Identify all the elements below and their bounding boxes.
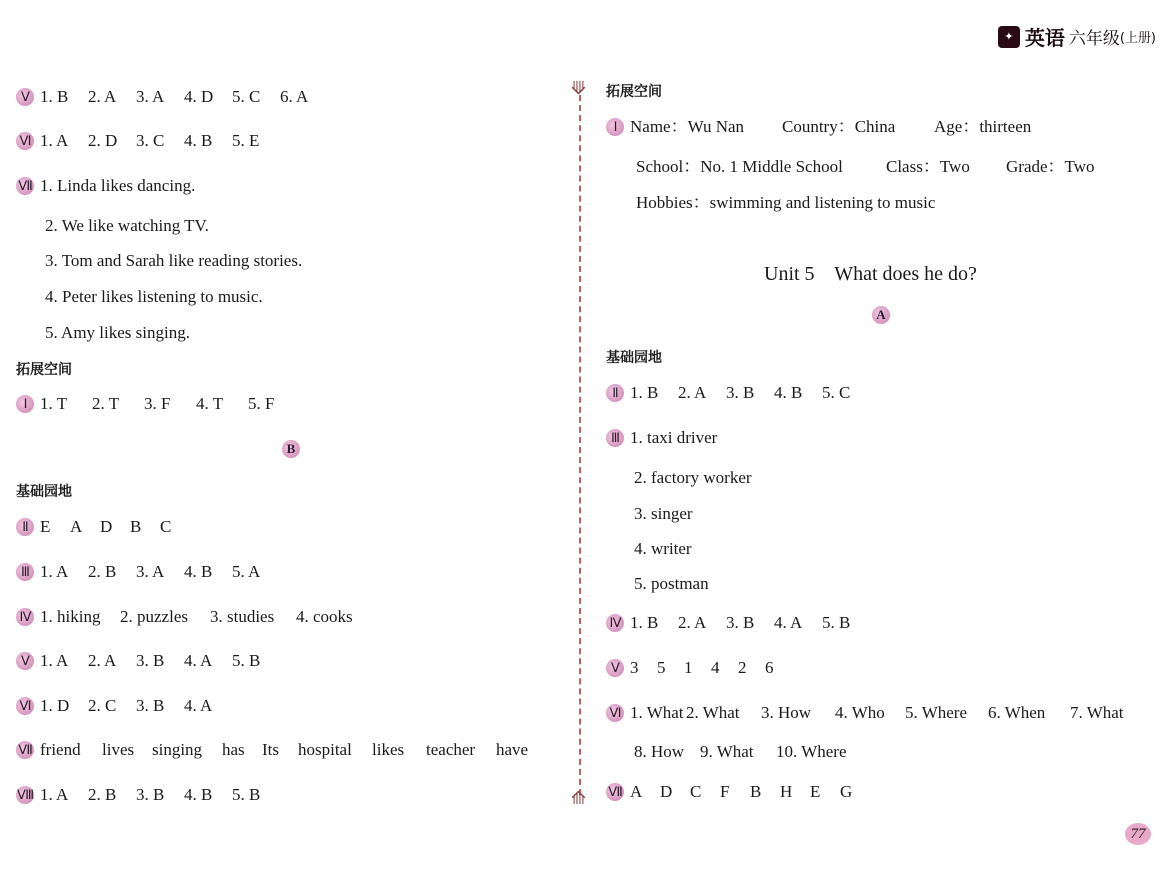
exercise-marker: Ⅰ: [16, 395, 34, 413]
answer-word: has: [222, 740, 245, 759]
basic-heading: 基础园地: [16, 484, 72, 500]
answer: 1. What: [630, 703, 684, 722]
exercise-iii: [16, 561, 260, 583]
answer: 1: [684, 658, 693, 677]
answer-phrase: 2. factory worker: [634, 468, 752, 487]
answer: 6: [765, 658, 774, 677]
answer: 4: [711, 658, 720, 677]
answer: 4. A: [184, 651, 213, 670]
answer: 1. B: [40, 87, 69, 106]
answer: 5. E: [232, 131, 260, 150]
answer: 3. B: [726, 613, 755, 632]
answer: 4. B: [184, 562, 213, 581]
exercise-vii-top-line-1: [16, 175, 195, 197]
answer-word: likes: [372, 740, 405, 759]
answer-phrase: 5. postman: [634, 574, 709, 593]
answer: 4. A: [184, 696, 213, 715]
answer-sentence: 4. Peter likes listening to music.: [45, 287, 263, 306]
answer: E: [810, 782, 821, 801]
extension-heading: 拓展空间: [606, 84, 662, 100]
exercise-vii-top-line-2: [45, 215, 209, 237]
answer: 5. B: [232, 785, 261, 804]
answer: 3. B: [136, 785, 165, 804]
answer: 1. A: [40, 562, 69, 581]
answer: 3. A: [136, 562, 165, 581]
answer: 3. B: [726, 383, 755, 402]
answer: 3. B: [136, 696, 165, 715]
basic-heading: 基础园地: [606, 350, 662, 366]
answer: 3. A: [136, 87, 165, 106]
exercise-marker: Ⅴ: [16, 652, 34, 670]
exercise-marker: Ⅴ: [606, 659, 624, 677]
exercise-marker: Ⅶ: [16, 741, 34, 759]
exercise-vii-top-line-4: [45, 286, 263, 308]
answer: 1. A: [40, 131, 69, 150]
answer: 1. B: [630, 613, 659, 632]
answer: 4. B: [184, 131, 213, 150]
exercise-iii-line-3: [634, 503, 693, 525]
exercise-vi: [16, 695, 212, 717]
answer: 2. C: [88, 696, 117, 715]
answer-word: friend: [40, 740, 81, 759]
answer: B: [130, 517, 142, 536]
exercise-marker: Ⅵ: [16, 697, 34, 715]
answer: C: [690, 782, 702, 801]
exercise-marker: Ⅱ: [16, 518, 34, 536]
answer: 5. C: [822, 383, 851, 402]
exercise-iv: [606, 612, 850, 634]
answer: 2. A: [678, 383, 707, 402]
answer: 2. B: [88, 562, 117, 581]
exercise-vi-row-1: [606, 702, 1124, 724]
answer: 5. B: [232, 651, 261, 670]
answer: 8. How: [634, 742, 685, 761]
profile-field: Class：Two: [886, 157, 970, 176]
answer: D: [100, 517, 113, 536]
answer: D: [660, 782, 673, 801]
answer: 4. B: [774, 383, 803, 402]
exercise-vi-top: [16, 130, 259, 152]
answer: 4. T: [196, 394, 224, 413]
answer: 6. A: [280, 87, 309, 106]
exercise-ii: [16, 516, 171, 538]
profile-field: Age：thirteen: [934, 117, 1032, 136]
answer: 5: [657, 658, 666, 677]
exercise-v: [16, 650, 260, 672]
exercise-marker: Ⅵ: [16, 132, 34, 150]
answer: 1. hiking: [40, 607, 101, 626]
book-logo-icon: ✦: [998, 26, 1020, 48]
answer: 1. A: [40, 785, 69, 804]
exercise-marker: Ⅶ: [606, 783, 624, 801]
section-a-badge: A: [872, 306, 890, 324]
exercise-iv: [16, 606, 353, 628]
answer-sentence: 2. We like watching TV.: [45, 216, 209, 235]
extension-heading: 拓展空间: [16, 362, 72, 378]
answer: A: [630, 782, 643, 801]
answer: 5. C: [232, 87, 261, 106]
answer: 7. What: [1070, 703, 1124, 722]
answer: 5. A: [232, 562, 261, 581]
answer-word: Its: [262, 740, 279, 759]
answer: 2: [738, 658, 747, 677]
answer: 1. D: [40, 696, 70, 715]
answer: 3. B: [136, 651, 165, 670]
answer: 4. cooks: [296, 607, 353, 626]
exercise-ii: [606, 382, 850, 404]
answer: 2. D: [88, 131, 118, 150]
header-grade: 六年级: [1068, 29, 1120, 49]
answer: C: [160, 517, 172, 536]
answer: 4. D: [184, 87, 214, 106]
section-b-badge: B: [282, 440, 300, 458]
answer: 2. T: [92, 394, 120, 413]
unit-title: Unit 5 What does he do?: [764, 263, 977, 285]
exercise-marker: Ⅶ: [16, 177, 34, 195]
answer-word: singing: [152, 740, 203, 759]
answer: 2. B: [88, 785, 117, 804]
answer-word: teacher: [426, 740, 476, 759]
extension-exercise-i-row-2: [636, 156, 1095, 178]
exercise-iii-line-4: [634, 538, 692, 560]
answer: 3. How: [761, 703, 812, 722]
extension-exercise-i: [16, 393, 274, 415]
exercise-vi-row-2: [634, 741, 847, 763]
answer: 1. A: [40, 651, 69, 670]
exercise-vii-top-line-3: [45, 250, 302, 272]
answer: G: [840, 782, 853, 801]
answer: 4. A: [774, 613, 803, 632]
answer: 9. What: [700, 742, 754, 761]
exercise-marker: Ⅷ: [16, 787, 34, 802]
exercise-marker: Ⅳ: [606, 614, 624, 632]
answer: 2. A: [678, 613, 707, 632]
answer: 6. When: [988, 703, 1046, 722]
answer: 10. Where: [776, 742, 847, 761]
answer: H: [780, 782, 793, 801]
exercise-marker: Ⅳ: [16, 608, 34, 626]
answer: 3. studies: [210, 607, 275, 626]
exercise-marker: Ⅴ: [16, 88, 34, 106]
answer: E: [40, 517, 51, 536]
divider-bottom-arrow-icon: ⟰: [571, 788, 587, 809]
exercise-iii-line-2: [634, 467, 752, 489]
exercise-viii: [16, 784, 260, 806]
exercise-v: [606, 657, 774, 679]
answer: 5. B: [822, 613, 851, 632]
answer: F: [720, 782, 730, 801]
answer: 3: [630, 658, 639, 677]
exercise-vii: [606, 781, 852, 803]
answer-phrase: 4. writer: [634, 539, 692, 558]
header-title: 英语: [1024, 26, 1065, 50]
answer-sentence: 1. Linda likes dancing.: [40, 176, 196, 195]
profile-field: Country：China: [782, 117, 896, 136]
answer-sentence: 5. Amy likes singing.: [45, 323, 190, 342]
left-column: [16, 0, 556, 870]
answer: 1. T: [40, 394, 68, 413]
answer: 5. F: [248, 394, 275, 413]
answer-phrase: 1. taxi driver: [630, 428, 718, 447]
right-column: [606, 0, 1161, 870]
exercise-marker: Ⅵ: [606, 704, 624, 722]
exercise-marker: Ⅲ: [606, 429, 624, 447]
extension-exercise-i-row-3: [636, 192, 935, 214]
page-number: 77: [1125, 823, 1151, 845]
answer: 4. B: [184, 785, 213, 804]
answer: 4. Who: [835, 703, 885, 722]
profile-field: Grade：Two: [1006, 157, 1095, 176]
exercise-iii-line-1: [606, 427, 717, 449]
exercise-marker: Ⅱ: [606, 384, 624, 402]
answer-word: hospital: [298, 740, 352, 759]
exercise-vii: [16, 739, 528, 761]
exercise-marker: Ⅰ: [606, 118, 624, 136]
answer-sentence: 3. Tom and Sarah like reading stories.: [45, 251, 303, 270]
divider-top-arrow-icon: ⟱: [571, 78, 587, 99]
answer: A: [70, 517, 83, 536]
header-volume: (上册): [1119, 31, 1156, 46]
answer-phrase: 3. singer: [634, 504, 693, 523]
answer-word: have: [496, 740, 529, 759]
column-divider: [579, 95, 581, 795]
profile-field: Name：Wu Nan: [630, 117, 745, 136]
exercise-v-top: [16, 86, 308, 108]
answer-word: lives: [102, 740, 135, 759]
exercise-iii-line-5: [634, 573, 709, 595]
profile-field: Hobbies：swimming and listening to music: [636, 193, 936, 212]
answer: 5. Where: [905, 703, 967, 722]
exercise-marker: Ⅲ: [16, 563, 34, 581]
answer: 2. puzzles: [120, 607, 188, 626]
answer: 1. B: [630, 383, 659, 402]
extension-exercise-i-row-1: [606, 116, 1031, 138]
answer: 2. A: [88, 87, 117, 106]
answer: 2. A: [88, 651, 117, 670]
answer: 3. F: [144, 394, 171, 413]
answer: 3. C: [136, 131, 165, 150]
answer: B: [750, 782, 762, 801]
exercise-vii-top-line-5: [45, 322, 190, 344]
answer: 2. What: [686, 703, 740, 722]
profile-field: School：No. 1 Middle School: [636, 157, 843, 176]
